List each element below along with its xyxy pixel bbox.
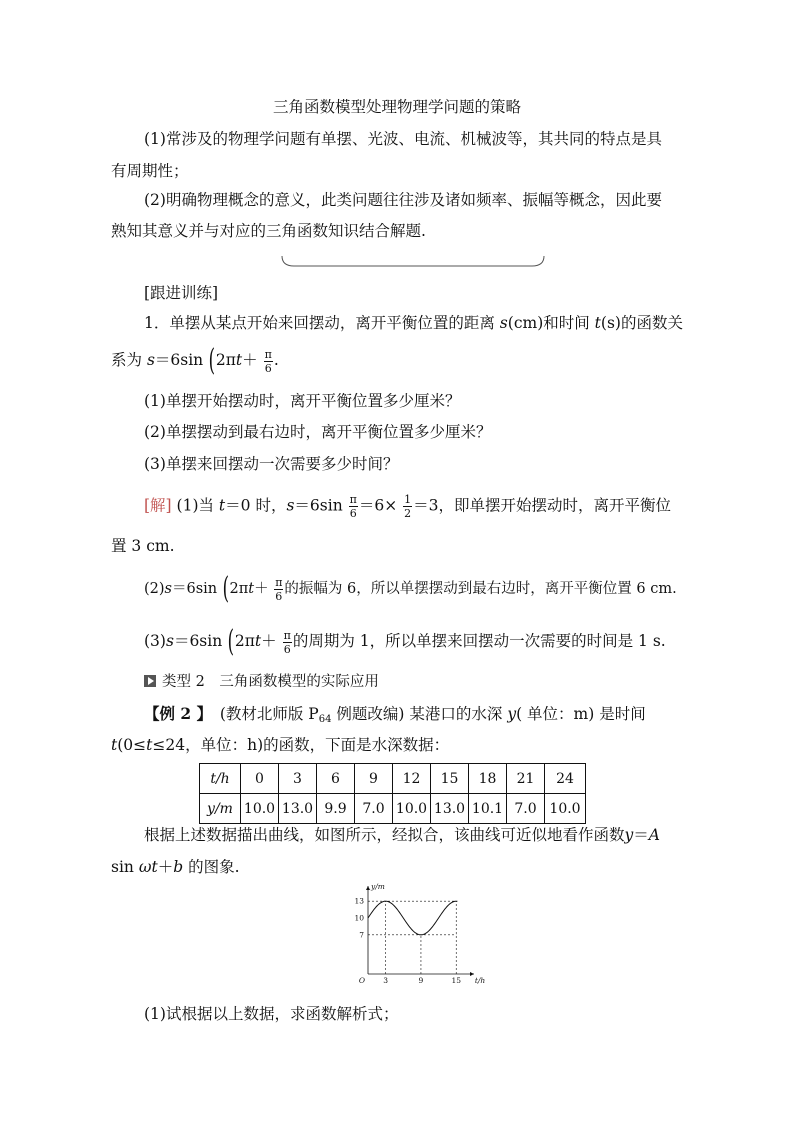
example-question-1: (1)试根据以上数据，求函数解析式； [144,1005,399,1023]
play-triangle-icon [144,675,156,687]
table-cell: 0 [241,764,279,794]
series-line [368,901,457,935]
example-after-line-1: 根据上述数据描出曲线，如图所示，经拟合，该曲线可近似地看作函数y＝A [144,826,660,844]
solution-line-3: (3)s＝6sin (2πt＋ $\frac{\pi}{6}$ 的周期为 1，所以单摆来回摆动一次需要的时间是 1 s. [144,624,666,659]
table-row [200,764,586,794]
section-title: 三角函数模型处理物理学问题的策略 [272,98,521,116]
table-cell: 12 [393,764,431,794]
table-cell: 10.0 [393,794,431,824]
y-axis-arrow [366,886,370,890]
table-cell: 7.0 [507,794,545,824]
brace-divider [280,254,546,272]
y-axis-label: y/m [371,882,385,891]
practice-subquestion-2: (2)单摆摆动到最右边时，离开平衡位置多少厘米？ [144,423,492,441]
practice-header: [跟进训练] [144,284,219,302]
table-cell: 10.0 [545,794,586,824]
solution-line-1: [解] (1)当 t＝0 时，s＝6sin $\frac{\pi}{6}$ ＝6× $\frac{1}{2}$ ＝3，即单摆开始摆动时，离开平衡位 [144,493,672,520]
fraction-pi-over-6: $\frac{\pi}{6}$ [264,347,272,375]
table-cell: 24 [545,764,586,794]
y-tick-label: 13 [354,896,364,906]
table-cell: 3 [279,764,317,794]
example-line-2: t(0≤t≤24，单位：h)的函数，下面是水深数据： [111,736,450,754]
table-cell: 13.0 [431,794,469,824]
table-cell: 6 [317,764,355,794]
practice-subquestion-1: (1)单摆开始摆动时，离开平衡位置多少厘米？ [144,392,461,410]
fraction-pi-over-6: $\frac{\pi}{6}$ [349,493,357,520]
table-cell: 10.1 [469,794,507,824]
depth-data-table [199,763,586,824]
fraction-1-over-2: $\frac{1}{2}$ [404,493,412,520]
strategy-paragraph-2a: (2)明确物理概念的意义，此类问题往往涉及诸如频率、振幅等概念，因此要 [144,191,662,209]
table-header-cell: y/m [200,794,241,824]
practice-question-line-1: 1．单摆从某点开始来回摆动，离开平衡位置的距离 s(cm)和时间 t(s)的函数关 [144,314,683,332]
table-header-cell: t/h [200,764,241,794]
table-cell: 15 [431,764,469,794]
table-cell: 18 [469,764,507,794]
solution-tag: [解] [144,496,172,515]
y-tick-label: 10 [354,913,364,923]
table-cell: 9 [355,764,393,794]
practice-subquestion-3: (3)单摆来回摆动一次需要多少时间？ [144,455,399,473]
table-cell: 21 [507,764,545,794]
table-cell: 13.0 [279,794,317,824]
table-cell: 10.0 [241,794,279,824]
fraction-pi-over-6: $\frac{\pi}{6}$ [283,628,291,656]
y-tick-label: 7 [359,930,364,940]
section-heading: 类型 2 三角函数模型的实际应用 [144,671,379,693]
table-cell: 9.9 [317,794,355,824]
x-tick-label: 3 [383,976,389,985]
table-row [200,794,586,824]
origin-label: O [358,976,365,985]
x-axis-arrow [470,972,474,976]
example-line-1: 【例 2 】 (教材北师版 $P_{64}$ 例题改编) 某港口的水深 y( 单位：m) 是时间 [144,704,646,725]
practice-question-formula: 系为 s＝6sin (2πt＋ $\frac{\pi}{6}$ . [111,343,279,378]
strategy-paragraph-2b: 熟知其意义并与对应的三角函数知识结合解题. [111,222,426,240]
solution-line-2: (2)s＝6sin (2πt＋ $\frac{\pi}{6}$ 的振幅为 6，所以单摆摆动到最右边时，离开平衡位置 6 cm. [144,571,677,606]
x-axis-label: t/h [474,976,486,985]
example-tag: 【例 2 】 [144,704,205,723]
strategy-paragraph-1b: 有周期性； [111,162,189,180]
water-depth-chart [340,882,486,990]
x-tick-label: 9 [418,976,424,985]
example-after-line-2: sin ωt＋b 的图象. [111,858,240,876]
table-cell: 7.0 [355,794,393,824]
strategy-paragraph-1a: (1)常涉及的物理学问题有单摆、光波、电流、机械波等，其共同的特点是具 [144,130,662,148]
fraction-pi-over-6: $\frac{\pi}{6}$ [275,575,283,603]
x-tick-label: 15 [451,976,462,985]
solution-line-1b: 置 3 cm. [111,537,175,555]
